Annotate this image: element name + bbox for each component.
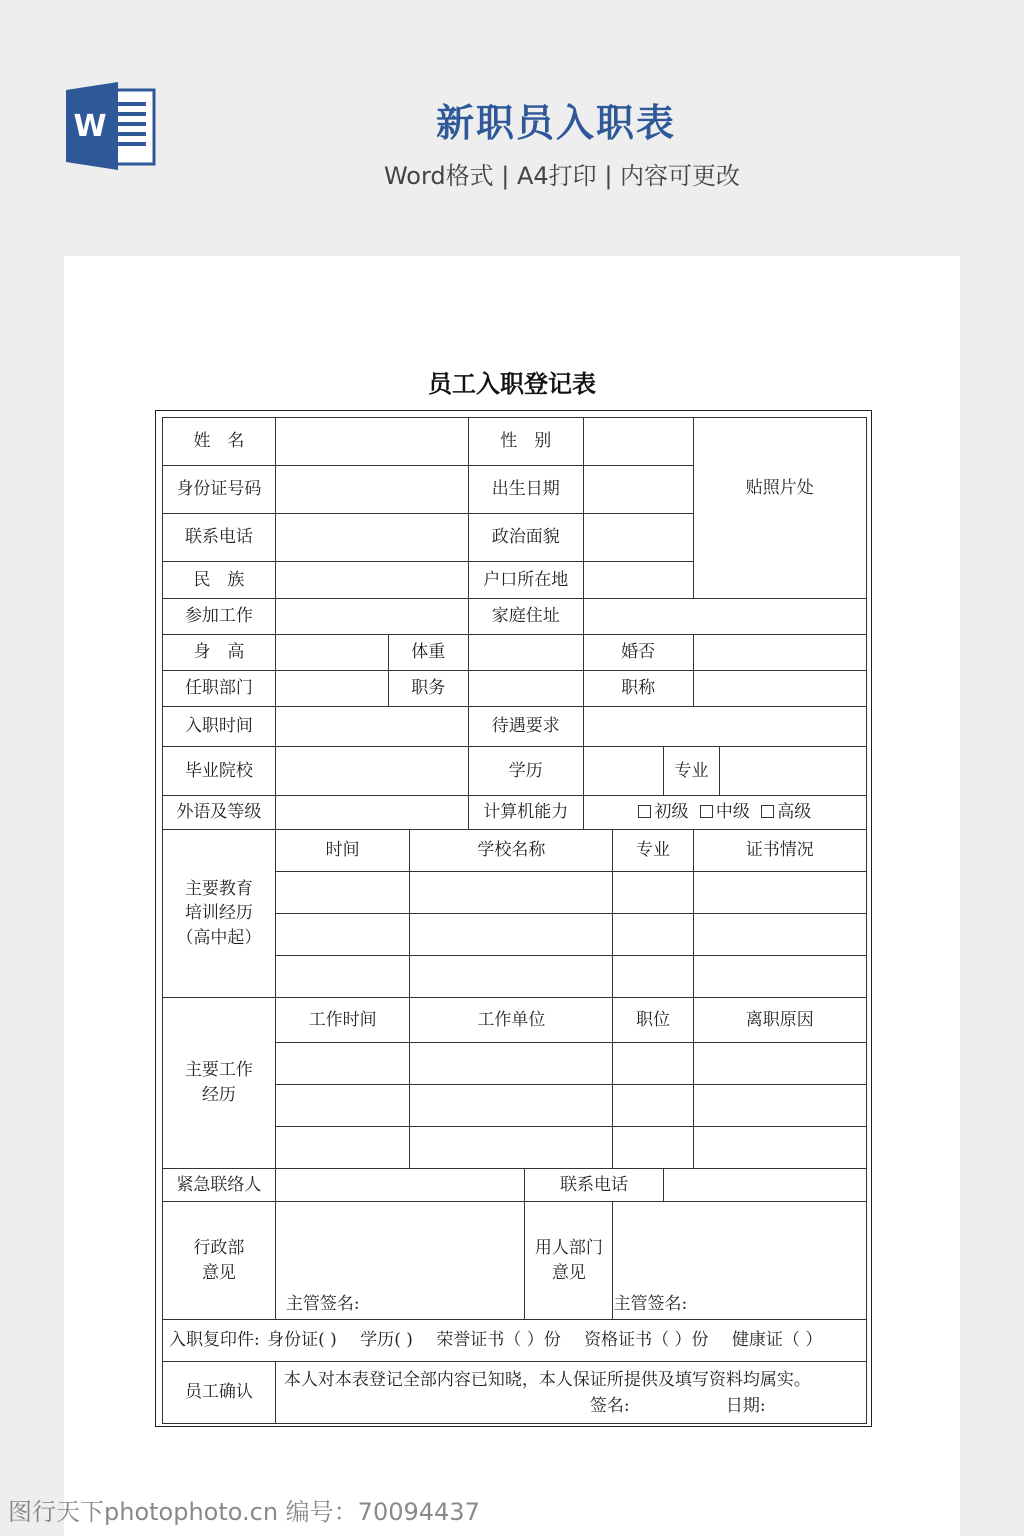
edu-cell[interactable] [410,872,613,914]
checkbox-icon[interactable] [761,805,774,818]
option-advanced[interactable]: 高级 [761,802,811,822]
checkbox-icon[interactable] [638,805,651,818]
input-weight[interactable] [468,635,583,671]
label-job-title: 职称 [583,671,693,707]
work-cell[interactable] [410,1085,613,1127]
input-salary[interactable] [583,707,866,747]
copy-honor: 荣誉证书（ ）份 [436,1330,561,1351]
edu-cell[interactable] [410,914,613,956]
label-marital: 婚否 [583,635,693,671]
work-cell[interactable] [693,1085,866,1127]
label-weight: 体重 [388,635,468,671]
edu-cell[interactable] [410,956,613,998]
label-political: 政治面貌 [468,514,583,562]
work-cell[interactable] [275,1043,409,1085]
input-emergency-contact[interactable] [275,1169,524,1202]
work-cell[interactable] [613,1085,693,1127]
input-ethnicity[interactable] [275,562,468,599]
hiring-opinion-area[interactable] [613,1202,867,1320]
edu-header-time: 时间 [275,830,409,872]
input-birth-date[interactable] [583,466,693,514]
confirm-statement: 本人对本表登记全部内容已知晓，本人保证所提供及填写资料均属实。 [283,1370,811,1390]
work-cell[interactable] [275,1085,409,1127]
label-work-history: 主要工作 经历 [163,998,276,1169]
work-cell[interactable] [275,1127,409,1169]
copy-id-card: 身份证( ) [267,1330,337,1351]
edu-cell[interactable] [693,872,866,914]
input-height[interactable] [275,635,388,671]
label-hukou: 户口所在地 [468,562,583,599]
label-major: 专业 [663,747,719,796]
label-birth-date: 出生日期 [468,466,583,514]
label-phone: 联系电话 [163,514,276,562]
employee-signature: 签名: [589,1396,630,1417]
edu-header-school: 学校名称 [410,830,613,872]
photo-label: 贴照片处 [745,478,814,498]
work-cell[interactable] [613,1043,693,1085]
edu-cell[interactable] [613,914,693,956]
input-job-title[interactable] [693,671,866,707]
label-department: 任职部门 [163,671,276,707]
label-computer: 计算机能力 [468,796,583,830]
work-cell[interactable] [410,1043,613,1085]
label-duty: 职务 [388,671,468,707]
edu-cell[interactable] [275,914,409,956]
banner-title: 新职员入职表 [435,101,676,145]
checkbox-icon[interactable] [700,805,713,818]
edu-cell[interactable] [613,956,693,998]
employee-date: 日期: [725,1396,766,1417]
edu-cell[interactable] [275,956,409,998]
input-political[interactable] [583,514,693,562]
hiring-supervisor-sign: 主管签名: [613,1294,688,1315]
photo-area[interactable] [693,418,866,599]
computer-options [583,796,866,830]
input-emergency-phone[interactable] [663,1169,866,1202]
label-emergency-phone: 联系电话 [525,1169,664,1202]
label-name: 姓 名 [163,418,276,466]
edu-cell[interactable] [275,872,409,914]
edu-header-certificate: 证书情况 [693,830,866,872]
option-intermediate[interactable]: 中级 [700,802,750,822]
label-hire-date: 入职时间 [163,707,276,747]
word-logo-letter: W [73,109,107,144]
label-height: 身 高 [163,635,276,671]
input-major[interactable] [720,747,867,796]
work-header-reason: 离职原因 [693,998,866,1043]
input-hukou[interactable] [583,562,693,599]
label-ethnicity: 民 族 [163,562,276,599]
label-hiring-dept: 用人部门 意见 [525,1202,613,1320]
label-id-number: 身份证号码 [163,466,276,514]
input-hire-date[interactable] [275,707,468,747]
label-salary: 待遇要求 [468,707,583,747]
option-basic[interactable]: 初级 [638,802,688,822]
registration-form-table [162,417,867,1424]
admin-supervisor-sign: 主管签名: [285,1294,360,1315]
input-marital[interactable] [693,635,866,671]
work-cell[interactable] [693,1043,866,1085]
label-employee-confirm: 员工确认 [163,1362,276,1424]
edu-header-major: 专业 [613,830,693,872]
confirm-area[interactable] [275,1362,866,1424]
input-work-start[interactable] [275,599,468,635]
work-header-time: 工作时间 [275,998,409,1043]
label-home-address: 家庭住址 [468,599,583,635]
input-id-number[interactable] [275,466,468,514]
label-school: 毕业院校 [163,747,276,796]
input-duty[interactable] [468,671,583,707]
work-header-position: 职位 [613,998,693,1043]
admin-opinion-area[interactable] [275,1202,524,1320]
banner-subtitle: Word格式 | A4打印 | 内容可更改 [383,162,741,190]
input-degree[interactable] [583,747,663,796]
label-education: 主要教育 培训经历 （高中起） [163,830,276,998]
input-department[interactable] [275,671,388,707]
copy-health: 健康证（ ） [731,1330,823,1351]
input-gender[interactable] [583,418,693,466]
label-emergency-contact: 紧急联络人 [163,1169,276,1202]
input-language[interactable] [275,796,468,830]
input-phone[interactable] [275,514,468,562]
work-cell[interactable] [693,1127,866,1169]
watermark: 图行天下photophoto.cn 编号：70094437 [8,1498,480,1526]
label-work-start: 参加工作 [163,599,276,635]
input-name[interactable] [275,418,468,466]
edu-cell[interactable] [693,956,866,998]
copy-degree: 学历( ) [360,1330,413,1351]
label-degree: 学历 [468,747,583,796]
input-home-address[interactable] [583,599,866,635]
work-header-employer: 工作单位 [410,998,613,1043]
label-admin-dept: 行政部 意见 [163,1202,276,1320]
copies-row [163,1320,867,1362]
copy-qualification: 资格证书（ ）份 [584,1330,709,1351]
copies-label: 入职复印件: [169,1330,260,1351]
work-cell[interactable] [613,1127,693,1169]
label-language: 外语及等级 [163,796,276,830]
form-title: 员工入职登记表 [428,370,596,398]
edu-cell[interactable] [613,872,693,914]
work-cell[interactable] [410,1127,613,1169]
edu-cell[interactable] [693,914,866,956]
input-school[interactable] [275,747,468,796]
label-gender: 性 别 [468,418,583,466]
